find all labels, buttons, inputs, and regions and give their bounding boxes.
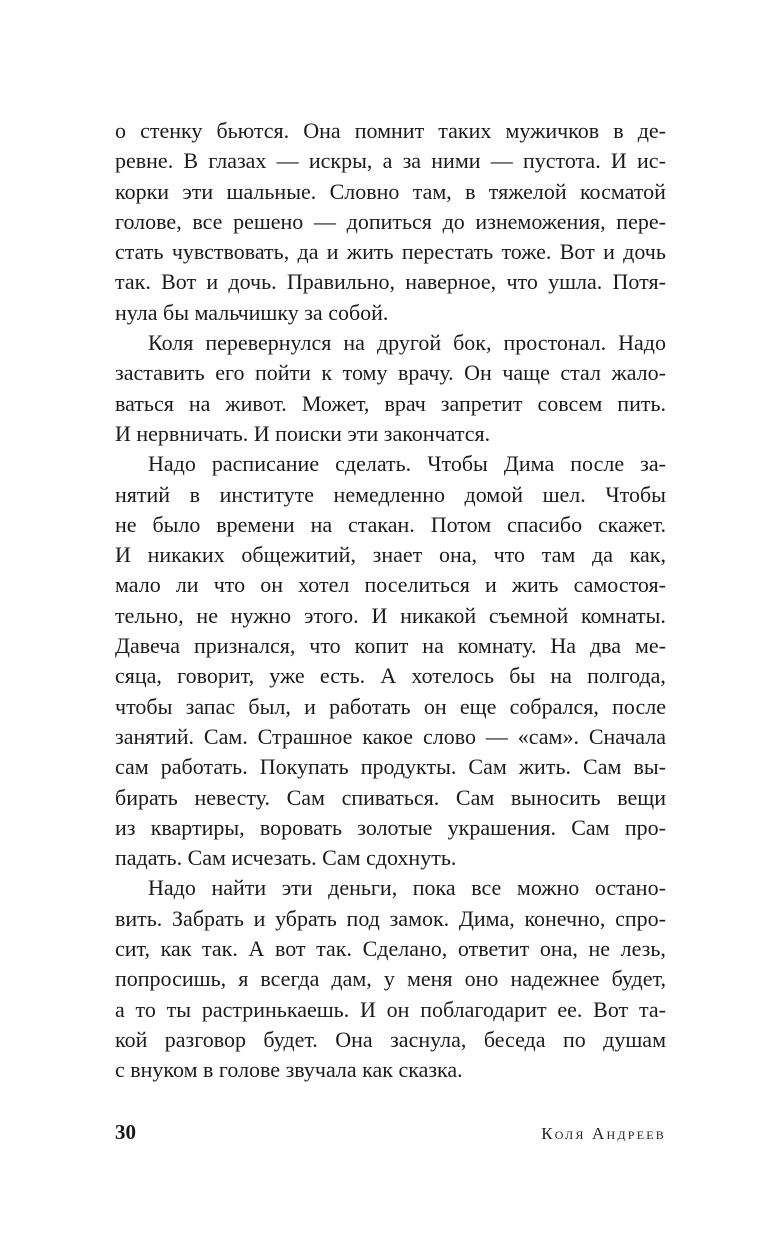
paragraph: [115, 116, 666, 328]
text-line: корки эти шальные. Словно там, в тяжелой косматой: [115, 178, 666, 204]
text-line: кой разговор будет. Она заснула, беседа по душам: [115, 1026, 666, 1052]
text-line: вить. Забрать и убрать под замок. Дима, конечно, спро-: [115, 905, 666, 931]
text-line: падать. Сам исчезать. Сам сдохнуть.: [115, 845, 457, 871]
paragraph: [115, 328, 666, 449]
text-line: так. Вот и дочь. Правильно, наверное, что ушла. Потя-: [115, 269, 666, 295]
text-line: Надо найти эти деньги, пока все можно остано-: [148, 875, 666, 901]
text-line: бирать невесту. Сам спиваться. Сам выносить вещи: [115, 784, 666, 810]
text-line: стать чувствовать, да и жить перестать тоже. Вот и дочь: [115, 239, 666, 265]
text-line: сяца, говорит, уже есть. А хотелось бы на полгода,: [115, 663, 666, 689]
text-line: сам работать. Покупать продукты. Сам жить. Сам вы-: [115, 754, 666, 780]
text-line: занятий. Сам. Страшное какое слово — «сам». Сначала: [115, 723, 666, 749]
text-line: нятий в институте немедленно домой шел. Чтобы: [115, 481, 666, 507]
text-line: из квартиры, воровать золотые украшения. Сам про-: [115, 814, 666, 840]
text-line: не было времени на стакан. Потом спасибо скажет.: [115, 511, 666, 537]
text-line: Надо расписание сделать. Чтобы Дима после за-: [148, 451, 666, 477]
text-line: с внуком в голове звучала как сказка.: [115, 1057, 463, 1083]
page-footer: [115, 1119, 666, 1147]
text-line: голове, все решено — допиться до изнеможения, пере-: [115, 208, 666, 234]
text-line: И никаких общежитий, знает она, что там да как,: [115, 542, 666, 568]
text-line: ревне. В глазах — искры, а за ними — пустота. И ис-: [115, 148, 666, 174]
text-line: чтобы запас был, и работать он еще собрался, после: [115, 693, 666, 719]
running-title: Коля Андреев: [541, 1124, 666, 1143]
text-line: ваться на живот. Может, врач запретит совсем пить.: [115, 390, 666, 416]
text-line: а то ты растринькаешь. И он поблагодарит ее. Вот та-: [115, 996, 666, 1022]
text-line: тельно, не нужно этого. И никакой съемной комнаты.: [115, 602, 666, 628]
page-text: [115, 116, 666, 1086]
text-line: И нервничать. И поиски эти закончатся.: [115, 420, 491, 446]
page-number: 30: [115, 1120, 136, 1144]
paragraph: [115, 449, 666, 873]
text-line: заставить его пойти к тому врачу. Он чаще стал жало-: [115, 360, 666, 386]
paragraph: [115, 873, 666, 1085]
text-line: о стенку бьются. Она помнит таких мужичков в де-: [115, 118, 666, 143]
text-line: попросишь, я всегда дам, у меня оно надежнее будет,: [115, 966, 666, 992]
text-line: Коля перевернулся на другой бок, простонал. Надо: [148, 330, 666, 356]
text-line: мало ли что он хотел поселиться и жить самостоя-: [115, 572, 666, 598]
text-line: Давеча признался, что копит на комнату. На два ме-: [115, 633, 666, 659]
text-line: нула бы мальчишку за собой.: [115, 299, 389, 325]
text-line: сит, как так. А вот так. Сделано, ответит она, не лезь,: [115, 936, 666, 962]
